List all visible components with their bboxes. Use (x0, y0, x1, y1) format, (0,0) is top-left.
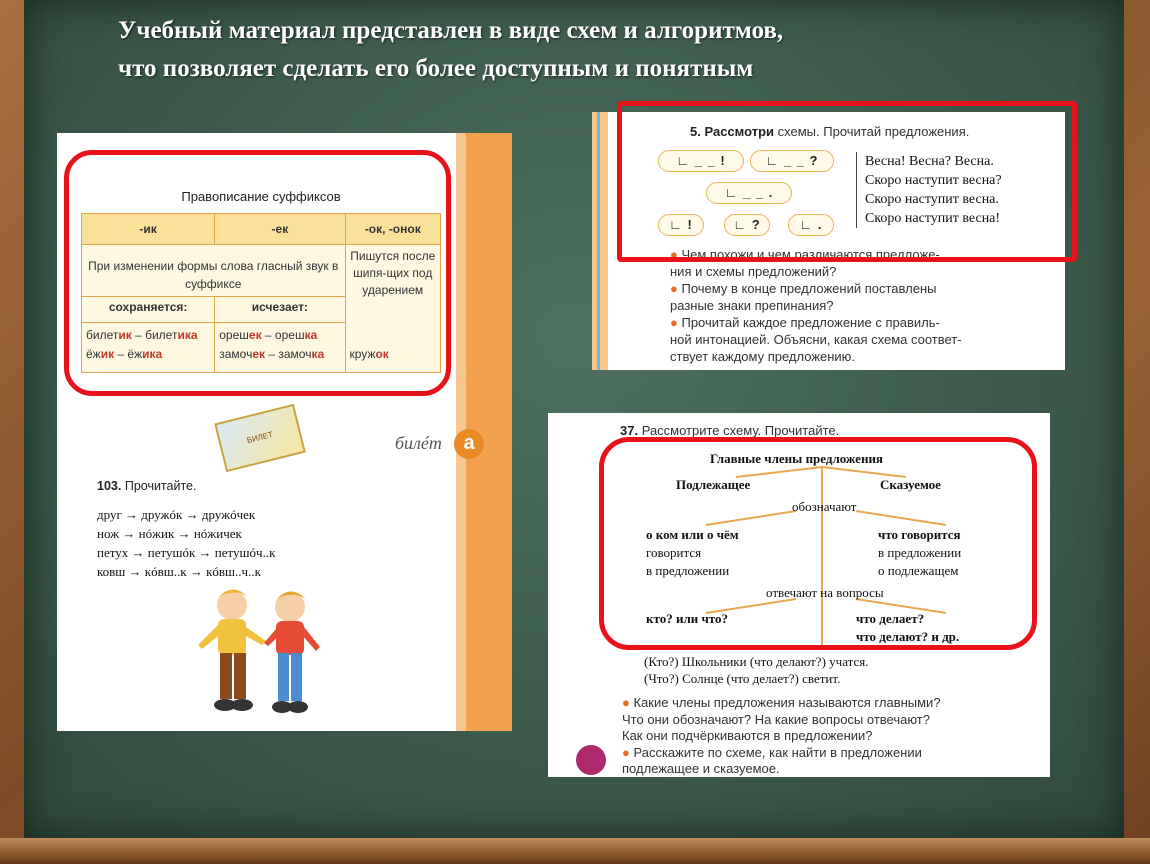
word-chain: петух → петушóк → петушóч..к (97, 545, 276, 560)
diagram-examples (644, 653, 868, 687)
word-chain: нож → нóжик → нóжичек (97, 526, 242, 541)
diagram-title: Главные члены предложения (710, 451, 883, 466)
exercise-103-heading: 103. Прочитайте. (97, 479, 197, 493)
sentence: Весна! Весна? Весна. (865, 154, 994, 169)
scheme-pill: ∟ ? (724, 214, 770, 236)
predicate-questions-2: что делают? и др. (856, 629, 960, 644)
exercise-5-heading: 5. Рассмотри схемы. Прочитай предложения. (690, 124, 970, 139)
subject-means-3: в предложении (646, 563, 730, 578)
title-line-1: Учебный материал представлен в виде схем и алгоритмов, (118, 17, 784, 44)
sentence: Скоро наступит весна. (865, 192, 999, 207)
predicate-means-2: в предложении (878, 545, 962, 560)
scheme-pill: ∟ . (788, 214, 834, 236)
exercise-37-questions: ● Какие члены предложения называются главными? Что они обозначают? На какие вопросы отвечают? Как они подчёркиваются в предложении? ● Расскажите по схеме, как найти в предложении подлежащее и сказуемое. (622, 695, 941, 776)
header-ok: -ок, -онок (345, 214, 440, 244)
predicate-label: Сказуемое (880, 477, 941, 492)
pen-icon (576, 745, 606, 775)
word-chain: ковш → кóвш..к → кóвш..ч..к (97, 564, 261, 579)
answers-label: отвечают на вопросы (766, 585, 884, 600)
scheme-pill: ∟ ! (658, 214, 704, 236)
highlight-frame-schemes (617, 101, 1077, 262)
highlight-frame-diagram (599, 437, 1037, 650)
examples-ok: кружок (345, 323, 440, 372)
title-line-2: что позволяет сделать его более доступным и понятным (118, 55, 754, 82)
subject-label: Подлежащее (676, 477, 751, 492)
examples-ek: орешек – орешка замочек – замочка (214, 323, 344, 372)
ticket-image: БИЛЕТ (214, 404, 306, 472)
examples-ik: билетик – билетика ёжик – ёжика (86, 328, 198, 361)
slide-title (118, 12, 1018, 88)
letter-a-icon: а (454, 429, 484, 459)
exercise-5-questions: ● Чем похожи и чем различаются предложе- ния и схемы предложений? ● Почему в конце предложений поставлены разные знаки препинания? ● Прочитай каждое предложение с правиль- ной интонацией. Объясни, какая схема соответ- ствует каждому предложению. (670, 247, 962, 364)
predicate-means-1: что говорится (878, 527, 961, 542)
suffix-table-title: Правописание суффиксов (181, 189, 341, 204)
board-ledge (0, 838, 1150, 864)
scheme-pill: ∟ _ _ . (706, 182, 792, 204)
sentence: Скоро наступит весна! (865, 211, 1001, 226)
subject-means-1: о ком или о чём (646, 527, 739, 542)
scheme-pill: ∟ _ _ ? (750, 150, 834, 172)
sentence: Скоро наступит весна? (865, 173, 1002, 188)
predicate-questions-1: что делает? (856, 611, 925, 626)
exercise-37-heading: 37. Рассмотрите схему. Прочитайте. (620, 423, 840, 438)
rule-text: При изменении формы слова гласный звук в суффиксе (88, 259, 339, 291)
keeps-label: сохраняется: (108, 300, 188, 314)
subject-means-2: говорится (646, 545, 702, 560)
exercise-103-words (97, 505, 275, 581)
word-chain: друг → дружóк → дружóчек (97, 507, 256, 522)
example-sentence: (Кто?) Школьники (что делают?) учатся. (644, 654, 869, 669)
predicate-means-3: о подлежащем (878, 563, 959, 578)
scheme-pill: ∟ _ _ ! (658, 150, 744, 172)
means-label: обозначают (792, 499, 857, 514)
subject-questions: кто? или что? (646, 611, 729, 626)
vocabulary-word: билéт (395, 433, 442, 453)
two-boys-illustration (192, 583, 332, 721)
header-ek: -ек (214, 214, 344, 244)
header-ik: -ик (82, 214, 214, 244)
rule-right: Пишутся после шипя-щих под ударением (345, 245, 441, 345)
example-sentence: (Что?) Солнце (что делает?) светит. (644, 671, 841, 686)
vanishes-label: исчезает: (214, 297, 344, 322)
